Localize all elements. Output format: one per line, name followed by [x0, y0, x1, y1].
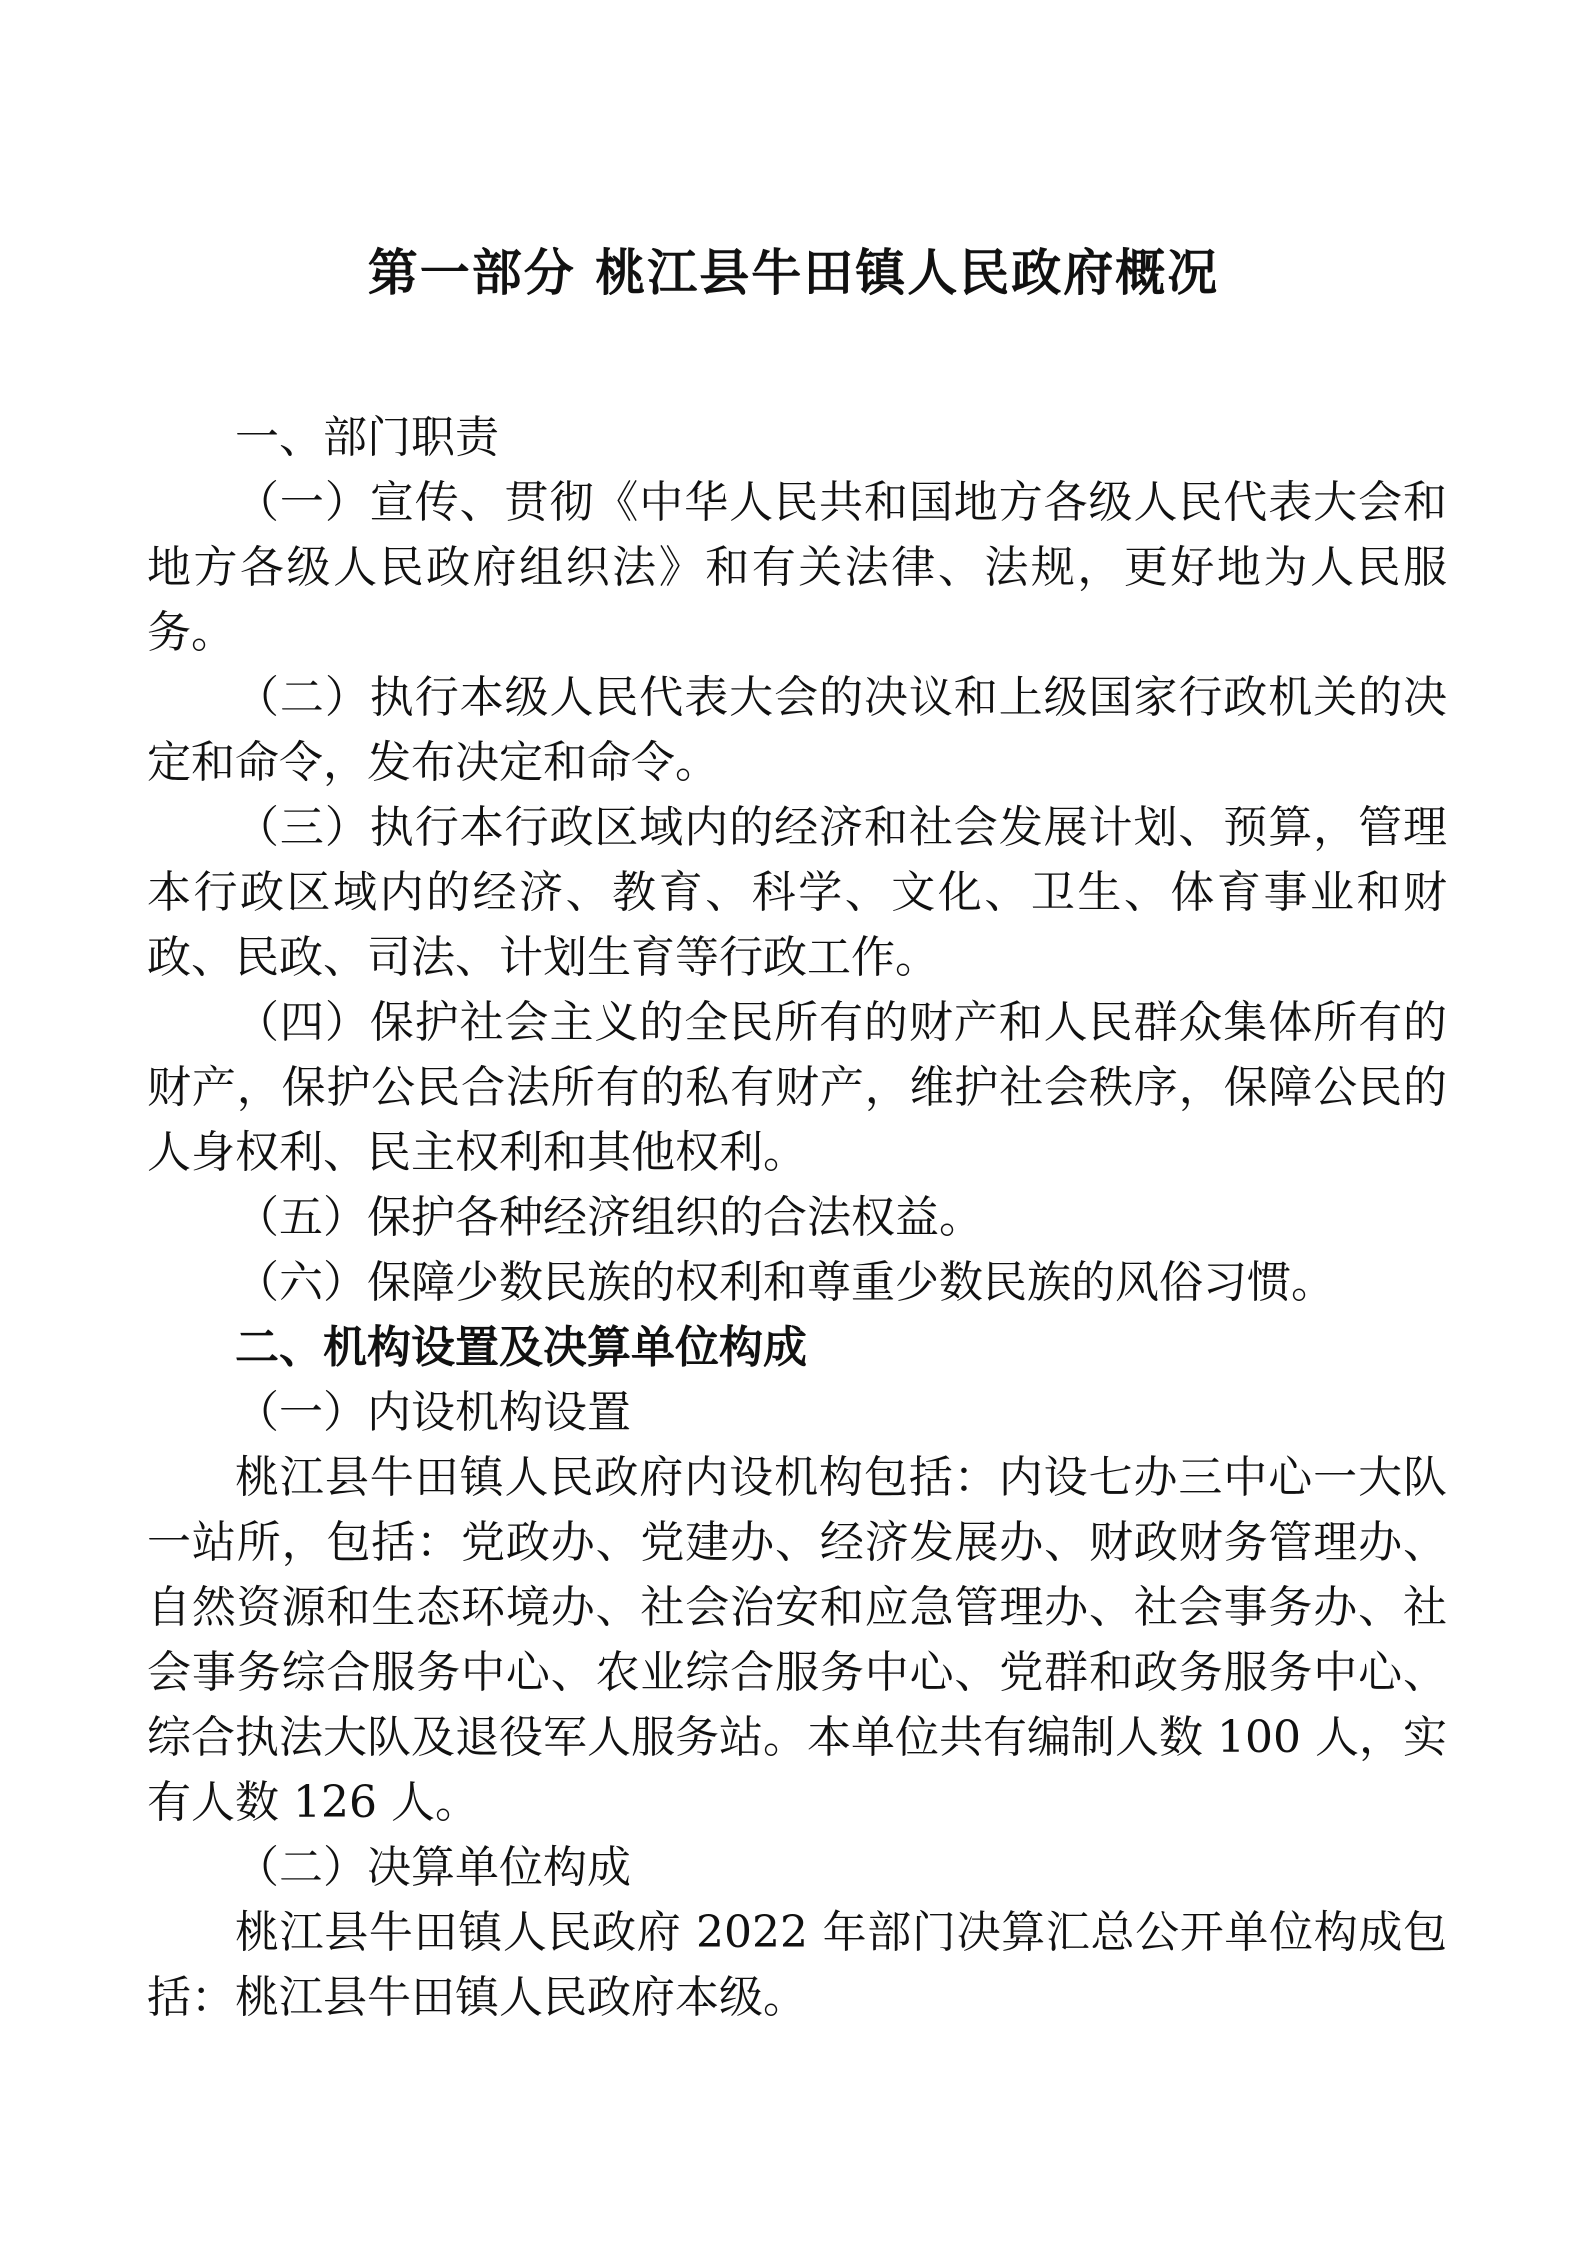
subsection-heading-budget-units: （二）决算单位构成	[235, 1842, 631, 1893]
section-heading-duties: 一、部门职责	[235, 412, 499, 463]
duty-paragraph-5: （五）保护各种经济组织的合法权益。	[235, 1192, 983, 1243]
duty-paragraph-1: （一）宣传、贯彻《中华人民共和国地方各级人民代表大会和地方各级人民政府组织法》和有关法律、法规，更好地为人民服务。	[147, 477, 1447, 658]
duty-paragraph-4: （四）保护社会主义的全民所有的财产和人民群众集体所有的财产，保护公民合法所有的私有财产，维护社会秩序，保障公民的人身权利、民主权利和其他权利。	[147, 997, 1447, 1178]
duty-paragraph-2: （二）执行本级人民代表大会的决议和上级国家行政机关的决定和命令，发布决定和命令。	[147, 672, 1447, 788]
budget-units-paragraph: 桃江县牛田镇人民政府 2022 年部门决算汇总公开单位构成包括：桃江县牛田镇人民政府本级。	[147, 1907, 1447, 2023]
page-title: 第一部分 桃江县牛田镇人民政府概况	[367, 244, 1220, 302]
duty-paragraph-6: （六）保障少数民族的权利和尊重少数民族的风俗习惯。	[235, 1257, 1335, 1308]
document-body	[147, 405, 1447, 2030]
duty-paragraph-3: （三）执行本行政区域内的经济和社会发展计划、预算，管理本行政区域内的经济、教育、科学、文化、卫生、体育事业和财政、民政、司法、计划生育等行政工作。	[147, 802, 1447, 983]
section-heading-organization: 二、机构设置及决算单位构成	[235, 1322, 807, 1373]
internal-structure-paragraph: 桃江县牛田镇人民政府内设机构包括：内设七办三中心一大队一站所，包括：党政办、党建办、经济发展办、财政财务管理办、自然资源和生态环境办、社会治安和应急管理办、社会事务办、社会事务综合服务中心、农业综合服务中心、党群和政务服务中心、综合执法大队及退役军人服务站。本单位共有编制人数 100 人，实有人数 126 人。	[147, 1452, 1447, 1828]
subsection-heading-internal-structure: （一）内设机构设置	[235, 1387, 631, 1438]
